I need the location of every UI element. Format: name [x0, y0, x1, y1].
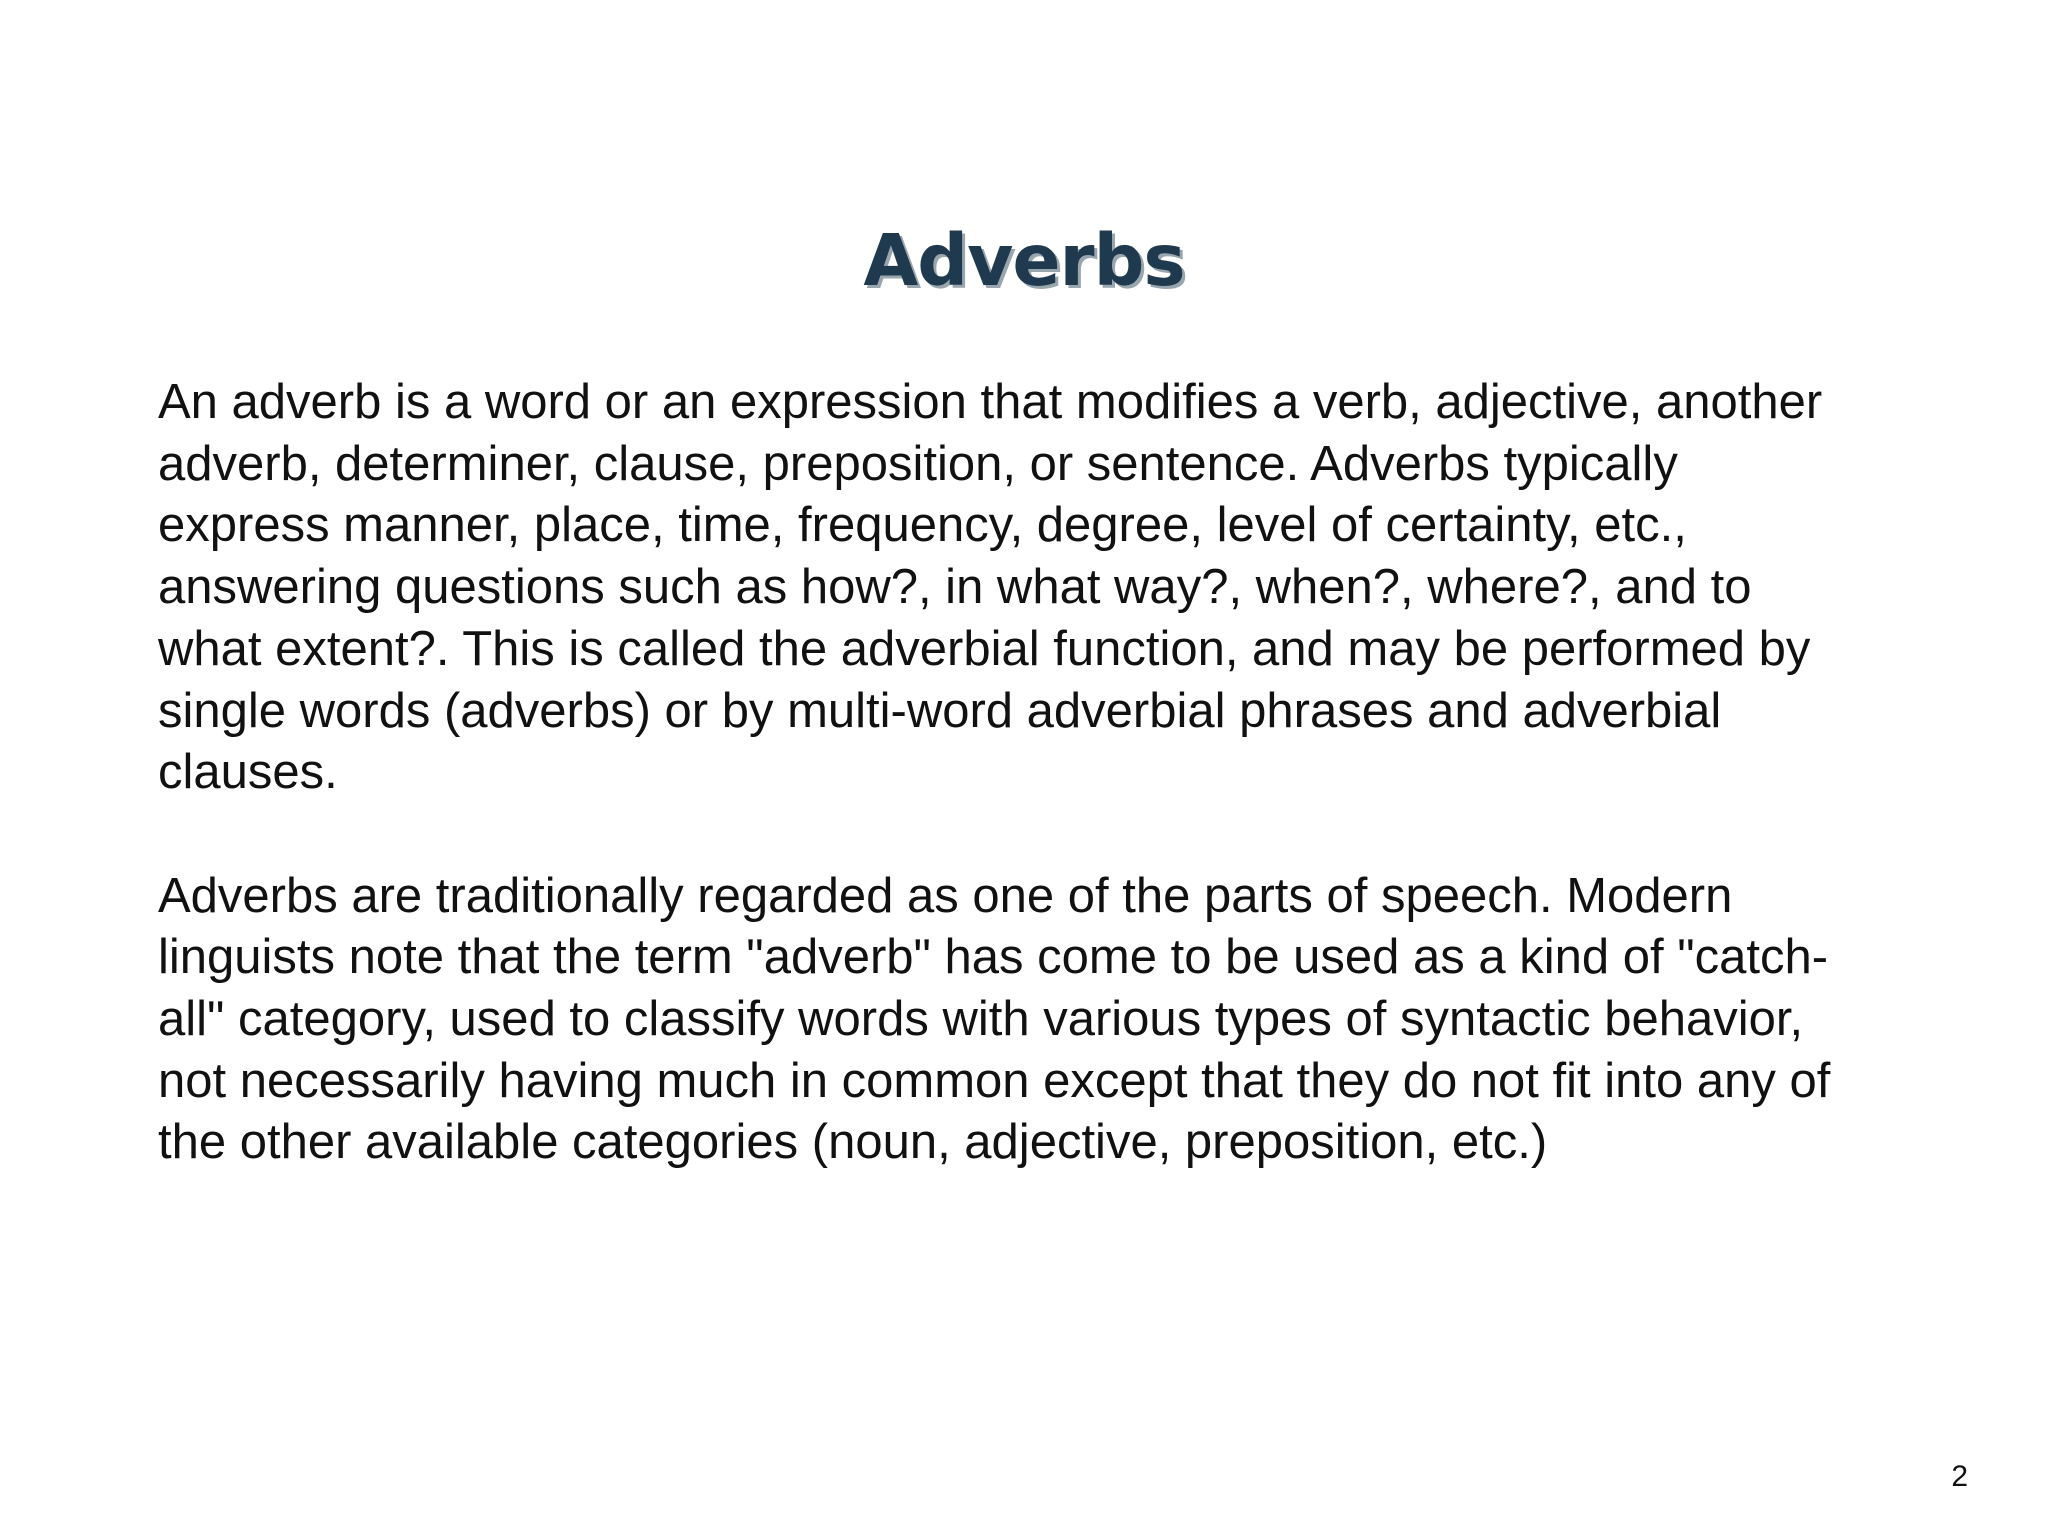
- slide-title: Adverbs: [863, 219, 1185, 302]
- page-number: 2: [1951, 1460, 1968, 1493]
- paragraph-definition: An adverb is a word or an expression that modifies a verb, adjective, another adverb, determiner, clause, preposition, or sentence. Adverbs typically express manner, place, time, frequency, degree, level of certainty, etc., answering questions such as how?, in what way?, when?, where?, and to what extent?. This is called the adverbial function, and may be performed by single words (adverbs) or by multi-word adverbial phrases and adverbial clauses.: [158, 375, 1823, 800]
- paragraph-classification: Adverbs are traditionally regarded as one of the parts of speech. Modern linguists note that the term "adverb" has come to be used as a kind of "catch- all" category, used to classify words with various types of syntactic behavior, not necessarily having much in common except that they do not fit into any of the other available categories (noun, adjective, preposition, etc.): [158, 868, 1831, 1170]
- slide-body: [158, 372, 1948, 1174]
